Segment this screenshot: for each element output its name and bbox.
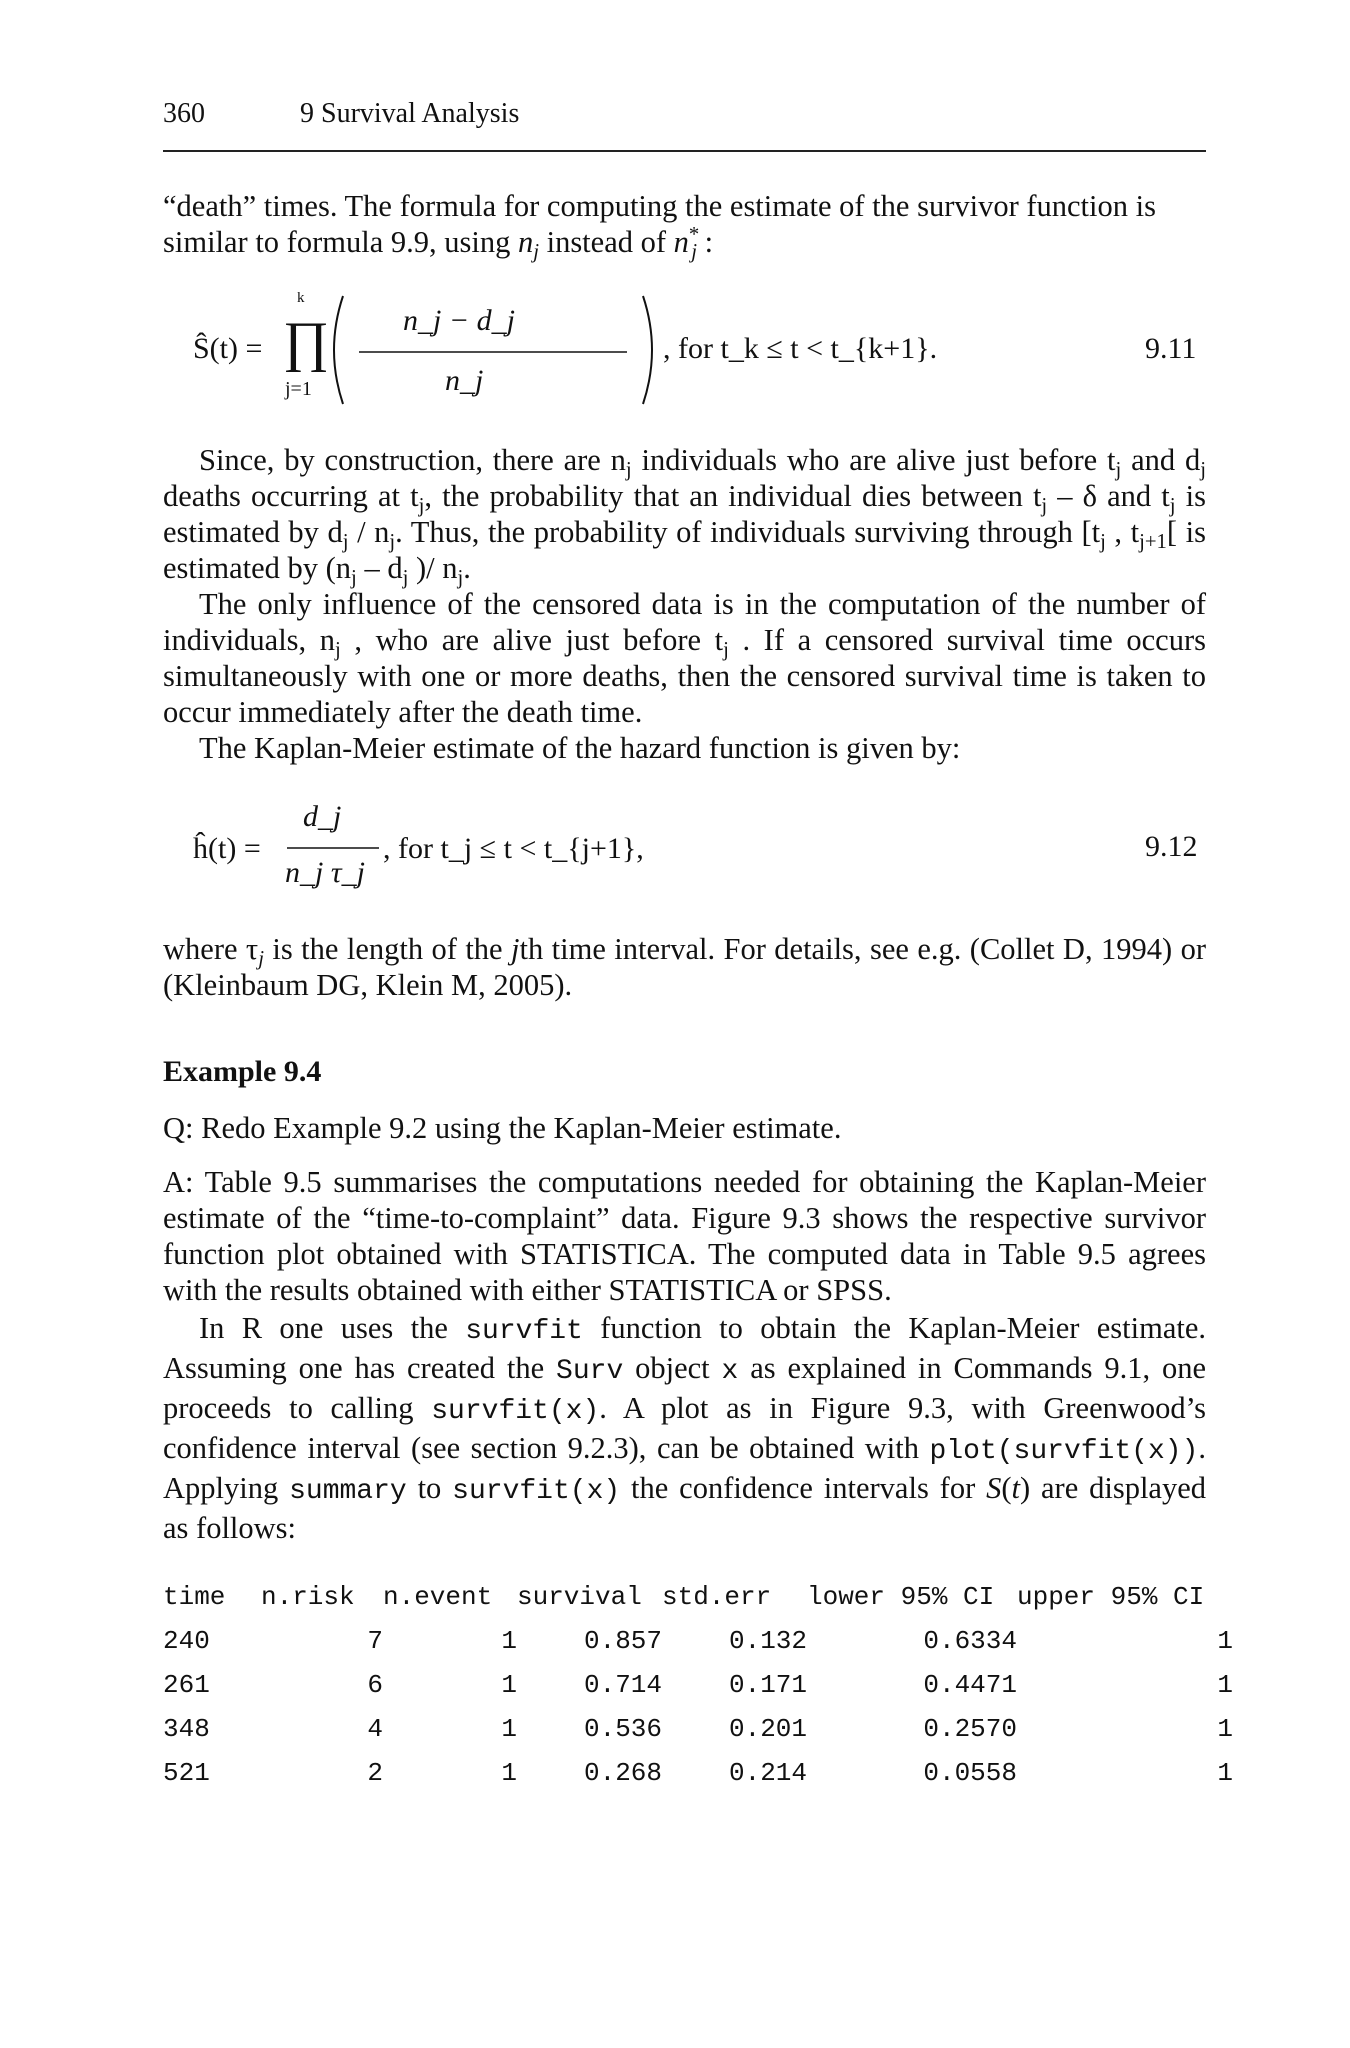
eq911-denominator: n_j	[445, 364, 484, 397]
eq912-denominator: n_j τ_j	[285, 856, 365, 889]
table-cell: 0.6334	[923, 1626, 1017, 1656]
table-row	[163, 1663, 1233, 1707]
table-cell: 0.857	[583, 1626, 662, 1656]
table-cell: 4	[367, 1714, 383, 1744]
table-cell: 0.132	[728, 1626, 807, 1656]
code-survfit: survfit	[465, 1316, 583, 1347]
example-heading: Example 9.4	[163, 1055, 322, 1088]
table-cell: 521	[163, 1758, 210, 1788]
code-surv: Surv	[556, 1356, 624, 1387]
eq911-condition: , for t_k ≤ t < t_{k+1}.	[663, 332, 938, 365]
code-x: x	[721, 1356, 739, 1387]
table-cell: 1	[501, 1626, 517, 1656]
chapter-title: 9 Survival Analysis	[300, 98, 520, 129]
intro-line-2: similar to formula 9.9, using $n_j$ instead of $n^*_j$ :	[163, 223, 714, 264]
table-cell: 0.0558	[923, 1758, 1017, 1788]
paragraph-construction	[163, 442, 1207, 590]
code-plot-survfit: plot(survfit(x))	[929, 1436, 1199, 1467]
para5-text: where $\tau_j$ is the length of the jth time interval. For details, see e.g. (Collet D, 1994) or (Kleinbaum DG, Klein M, 2005).	[163, 932, 1207, 1002]
para6-text: In R one uses the survfit function to obtain the Kaplan-Meier estimate. Assuming one has created the Surv object x as explained in Commands 9.1, one proceeds to calling survfit(x). A plot as in Figure 9.3, with Greenwood’s confidence interval (see section 9.2.3), can be obtained with plot(survfit(x)). Applying summary to survfit(x) the confidence intervals for S(t) are displayed as follows:	[163, 1311, 1207, 1545]
table-cell: 0.171	[728, 1670, 807, 1700]
table-cell: 0.4471	[923, 1670, 1017, 1700]
table-header-row	[163, 1575, 1233, 1619]
paragraph-censored	[163, 586, 1206, 730]
table-cell: 1	[501, 1670, 517, 1700]
paragraph-r-usage	[163, 1310, 1206, 1547]
eq912-lhs: ĥ(t) =	[193, 832, 261, 865]
eq911-lhs: Ŝ(t) =	[193, 332, 263, 365]
equation-9-12	[193, 800, 1093, 900]
column-header: n.risk	[261, 1582, 355, 1612]
table-cell: 1	[1217, 1626, 1233, 1656]
table-cell: 1	[1217, 1714, 1233, 1744]
table-cell: 1	[501, 1758, 517, 1788]
header-rule	[163, 150, 1206, 152]
table-cell: 1	[1217, 1670, 1233, 1700]
table-cell: 1	[1217, 1758, 1233, 1788]
eq912-condition: , for t_j ≤ t < t_{j+1},	[383, 832, 644, 865]
example-question: Q: Redo Example 9.2 using the Kaplan-Meier estimate.	[163, 1111, 842, 1145]
table-row	[163, 1619, 1233, 1663]
table-cell: 1	[501, 1714, 517, 1744]
column-header: survival	[517, 1582, 642, 1612]
column-header: time	[163, 1582, 226, 1612]
code-survfit-x: survfit(x)	[431, 1396, 600, 1427]
column-header: n.event	[383, 1582, 493, 1612]
code-survfit-x-2: survfit(x)	[452, 1476, 621, 1507]
paragraph-where	[163, 931, 1206, 1003]
para2-text: Since, by construction, there are $n_j$ individuals who are alive just before $t_j$ and $d_j$ deaths occurring at $t_j$, the probability that an individual dies between $t_j$ – δ and $t_j$ is estimated by $d_j / n_j$. Thus, the probability of individuals surviving through [$t_j$ , $t_{j+1}$[ is estimated by ($n_j - d_j$ )/ $n_j$.	[163, 443, 1207, 590]
table-cell: 6	[367, 1670, 383, 1700]
eq911-numerator: n_j − d_j	[403, 304, 515, 337]
running-head	[163, 98, 519, 130]
para3-text: The only influence of the censored data is in the computation of the number of individuals, $n_j$ , who are alive just before $t_j$ . If a censored survival time occurs simultaneously with one or more deaths, then the censored survival time is taken to occur immediately after the death time.	[163, 587, 1206, 729]
eq911-lower-limit: j=1	[285, 378, 312, 400]
eq912-number: 9.12	[1145, 830, 1198, 863]
table-cell: 348	[163, 1714, 210, 1744]
table-row	[163, 1751, 1233, 1795]
page-number: 360	[163, 98, 205, 129]
table-cell: 0.2570	[923, 1714, 1017, 1744]
table-cell: 2	[367, 1758, 383, 1788]
table-cell: 0.714	[583, 1670, 662, 1700]
table-cell: 7	[367, 1626, 383, 1656]
code-summary: summary	[289, 1476, 407, 1507]
table-cell: 240	[163, 1626, 210, 1656]
column-header: upper 95% CI	[1017, 1582, 1205, 1612]
table-cell: 0.268	[583, 1758, 662, 1788]
example-answer: A: Table 9.5 summarises the computations needed for obtaining the Kaplan-Meier estimate of the “time-to-complaint” data. Figure 9.3 shows the respective survivor function plot obtained with STATISTICA. The computed data in Table 9.5 agrees with the results obtained with either STATISTICA or SPSS.	[163, 1165, 1206, 1307]
table-cell: 0.214	[728, 1758, 807, 1788]
table-cell: 0.536	[583, 1714, 662, 1744]
eq912-numerator: d_j	[303, 800, 342, 833]
paragraph-intro	[163, 188, 1206, 264]
column-header: std.err	[662, 1582, 772, 1612]
eq911-number: 9.11	[1145, 332, 1197, 365]
product-symbol: ∏	[283, 311, 330, 373]
r-output-table	[163, 1575, 1233, 1795]
paragraph-hazard-intro: The Kaplan-Meier estimate of the hazard function is given by:	[199, 731, 961, 765]
table-cell: 0.201	[728, 1714, 807, 1744]
intro-line-1: “death” times. The formula for computing the estimate of the survivor function is	[163, 189, 1156, 223]
table-cell: 261	[163, 1670, 210, 1700]
equation-9-11	[193, 290, 1093, 410]
column-header: lower 95% CI	[807, 1582, 995, 1612]
table-row	[163, 1707, 1233, 1751]
eq911-upper-limit: k	[297, 290, 305, 306]
